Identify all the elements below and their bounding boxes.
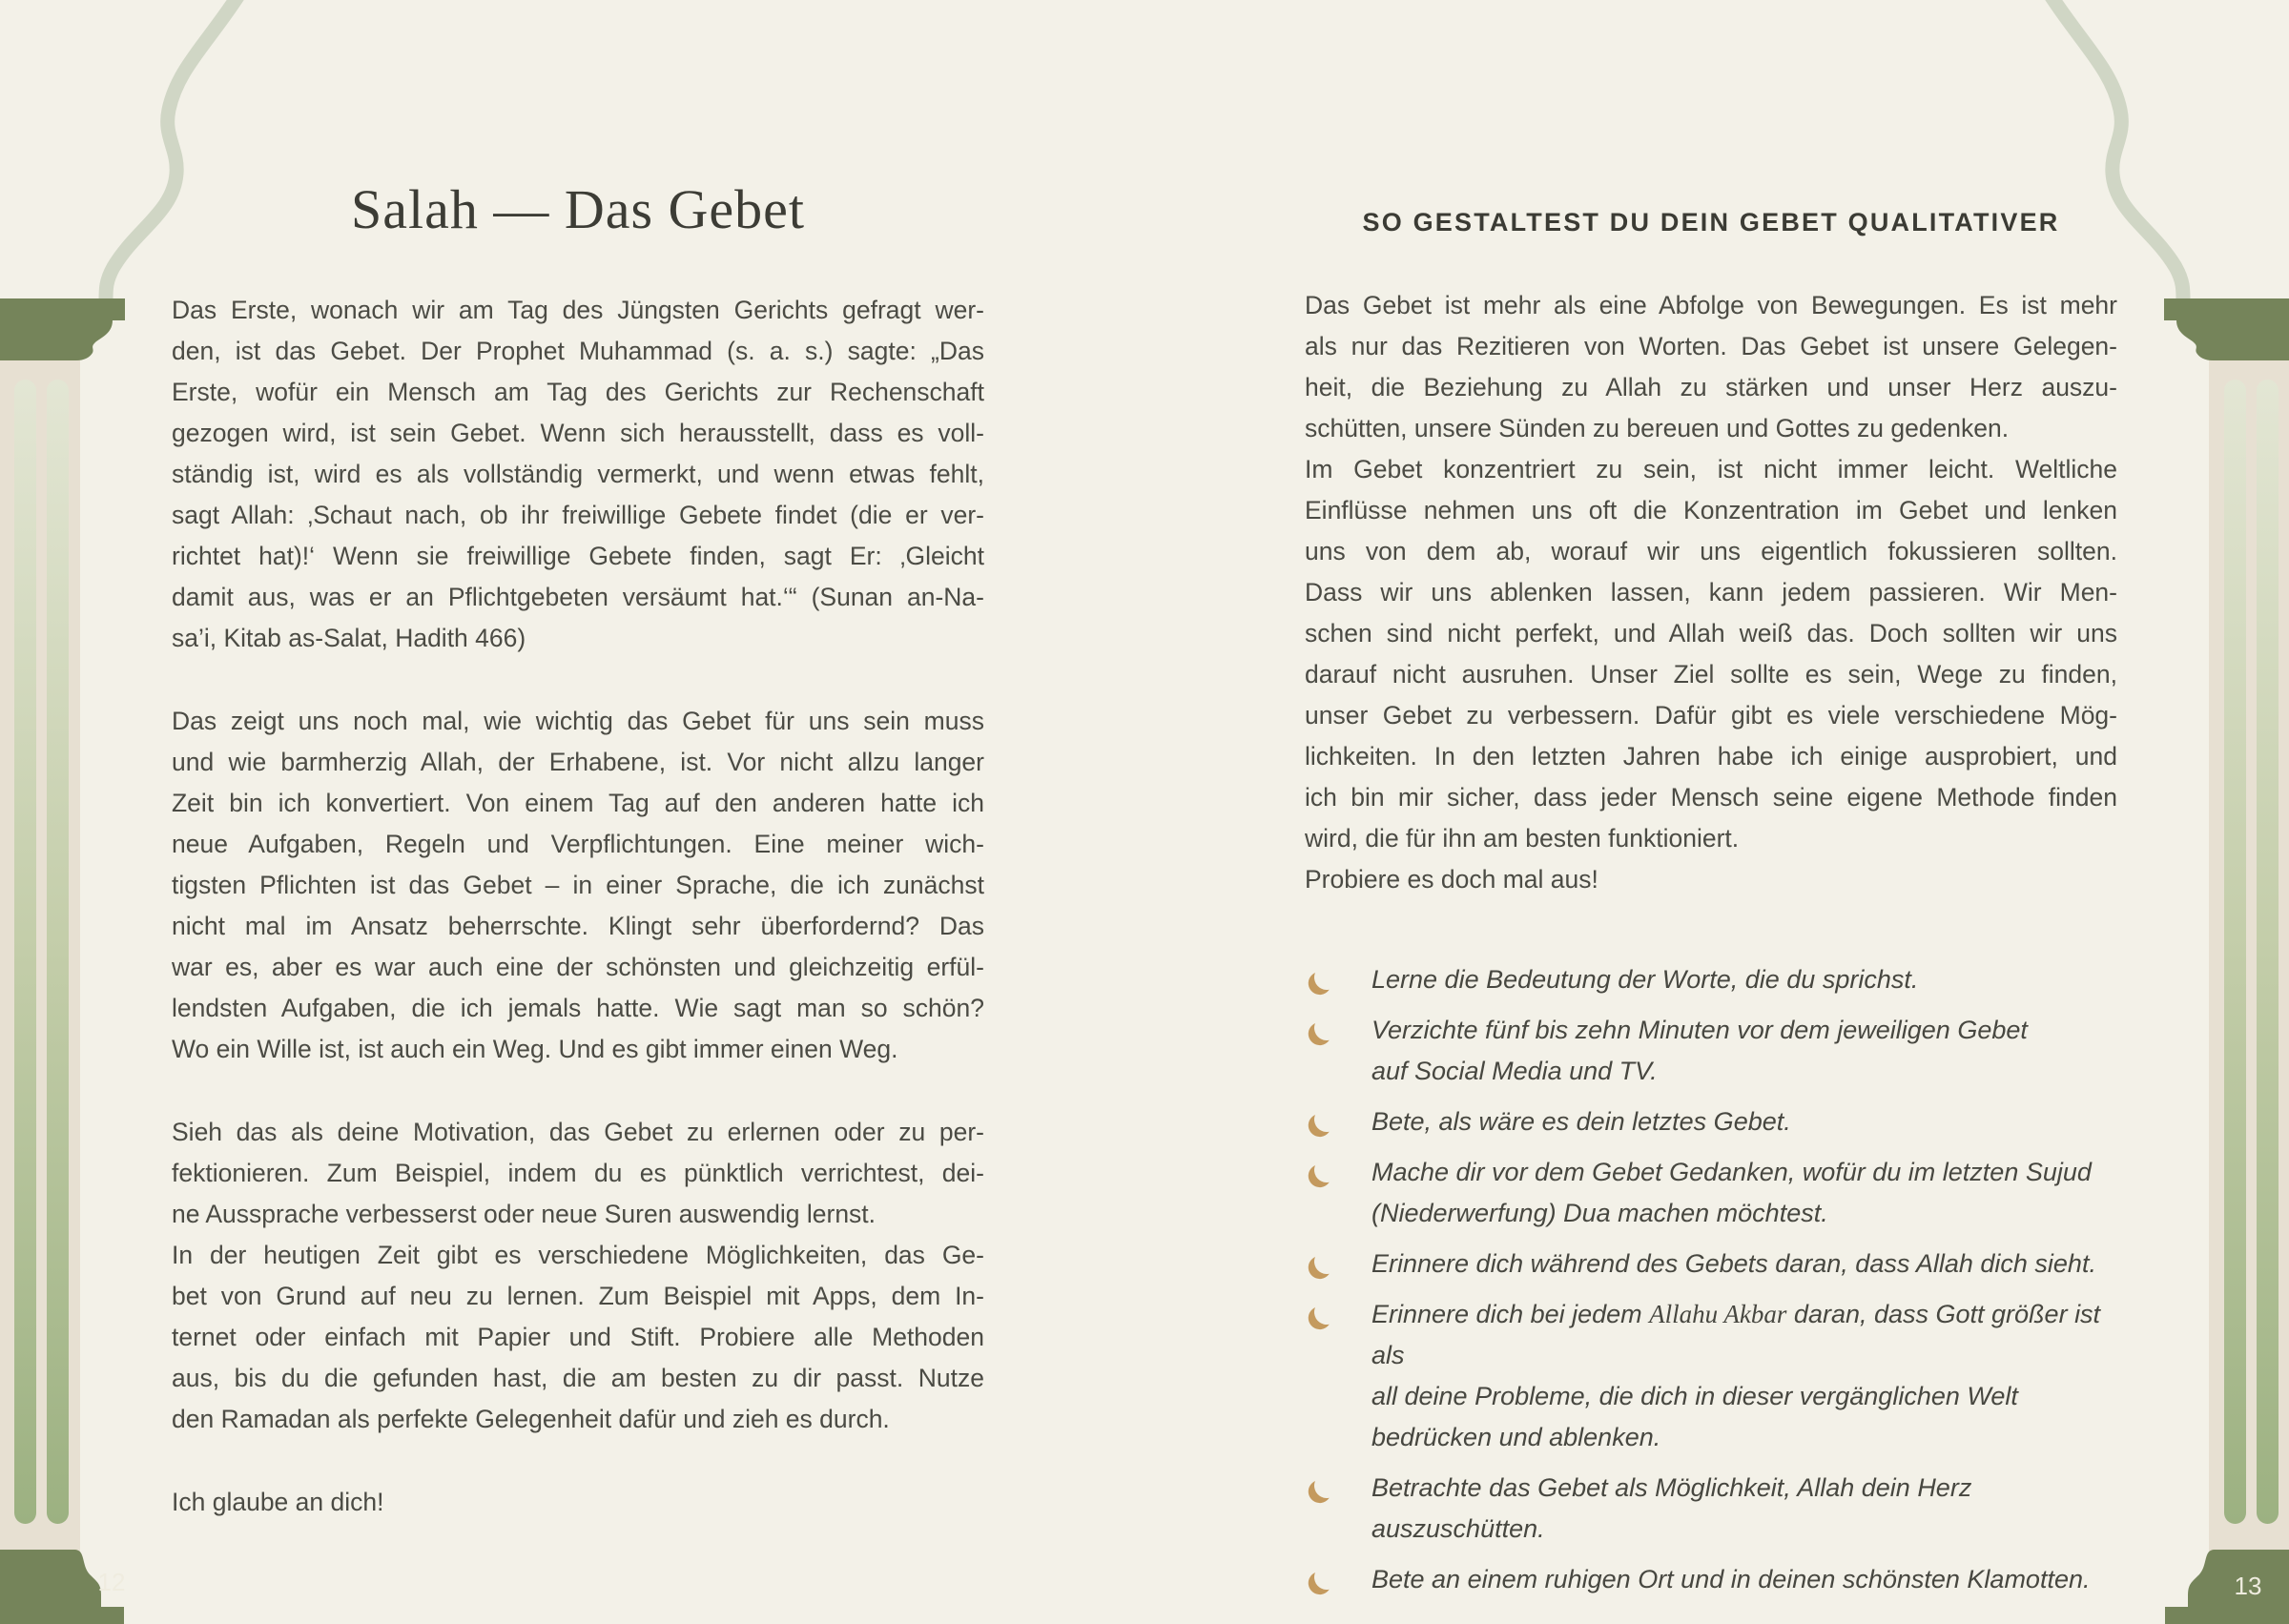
- column-capital-right: [2176, 320, 2289, 360]
- text-line: gezogen wird, ist sein Gebet. Wenn sich herausstellt, dass es voll-: [172, 419, 984, 447]
- text-line: fektionieren. Zum Beispiel, indem du es pünktlich verrichtest, dei-: [172, 1159, 984, 1187]
- page-number-right: 13: [2234, 1572, 2262, 1600]
- crescent-moon-icon: [1312, 1563, 1340, 1591]
- text-line: Wo ein Wille ist, ist auch ein Weg. Und es gibt immer einen Weg.: [172, 1035, 898, 1063]
- text-line: sa’i, Kitab as-Salat, Hadith 466): [172, 624, 526, 652]
- text-line: Einflüsse nehmen uns oft die Konzentration im Gebet und lenken: [1305, 496, 2117, 524]
- crescent-moon-icon: [1312, 1471, 1340, 1499]
- column-capital-left: [0, 320, 113, 360]
- column-capital-left: [0, 298, 125, 320]
- text-line: richtet hat)!‘ Wenn sie freiwillige Gebete finden, sagt Er: ‚Gleicht: [172, 542, 984, 570]
- crescent-moon-icon: [1312, 1298, 1340, 1326]
- list-item-line: Bete, als wäre es dein letztes Gebet.: [1371, 1107, 1791, 1136]
- arch-outline-left-icon: [106, 0, 240, 307]
- list-item: [1305, 1468, 2117, 1550]
- text-line: den Ramadan als perfekte Gelegenheit dafür und zieh es durch.: [172, 1405, 890, 1433]
- text-line: Ich glaube an dich!: [172, 1488, 384, 1516]
- text-line: unser Gebet zu verbessern. Dafür gibt es viele verschiedene Mög-: [1305, 701, 2117, 730]
- text-line: damit aus, was er an Pflichtgebeten versäumt hat.‘“ (Sunan an-Na-: [172, 583, 984, 611]
- list-item: [1305, 1244, 2117, 1285]
- list-item-line: Mache dir vor dem Gebet Gedanken, wofür du im letzten Sujud: [1371, 1158, 2092, 1186]
- text-line: schen sind nicht perfekt, und Allah weiß das. Doch sollten wir uns: [1305, 619, 2117, 648]
- text-line: darauf nicht ausruhen. Unser Ziel sollte es sein, Wege zu finden,: [1305, 660, 2117, 689]
- page-number-left: 12: [97, 1568, 126, 1596]
- crescent-moon-icon: [1312, 1156, 1340, 1183]
- text-line: Das Gebet ist mehr als eine Abfolge von Bewegungen. Es ist mehr: [1305, 291, 2117, 319]
- text-line: lendsten Aufgaben, die ich jemals hatte. Wie sagt man so schön?: [172, 994, 984, 1022]
- list-item-line: Erinnere dich bei jedem Allahu Akbar daran, dass Gott größer ist als: [1371, 1300, 2101, 1369]
- list-item: [1305, 1559, 2117, 1600]
- column-stripe-icon: [2257, 380, 2279, 1524]
- text-line: Sieh das als deine Motivation, das Gebet zu erlernen oder zu per-: [172, 1118, 984, 1146]
- text-line: Zeit bin ich konvertiert. Von einem Tag auf den anderen hatte ich: [172, 789, 984, 817]
- list-item-line: auf Social Media und TV.: [1371, 1057, 1658, 1085]
- chapter-title: Salah — Das Gebet: [350, 178, 806, 240]
- text-line: Probiere es doch mal aus!: [1305, 865, 1598, 894]
- list-item: [1305, 959, 2117, 1000]
- text-line: lichkeiten. In den letzten Jahren habe ich einige ausprobiert, und: [1305, 742, 2117, 771]
- text-line: war es, aber es war auch eine der schönsten und gleichzeitig erfül-: [172, 953, 984, 981]
- paragraph-block: [1305, 285, 2117, 449]
- text-line: Erste, wofür ein Mensch am Tag des Gerichts zur Rechenschaft: [172, 378, 984, 406]
- text-line: Im Gebet konzentriert zu sein, ist nicht immer leicht. Weltliche: [1305, 455, 2117, 483]
- text-line: ständig ist, wird es als vollständig vermerkt, und wenn etwas fehlt,: [172, 460, 984, 488]
- section-heading: SO GESTALTEST DU DEIN GEBET QUALITATIVER: [1362, 208, 2060, 236]
- paragraph-block: [1305, 859, 2117, 900]
- text-line: schütten, unsere Sünden zu bereuen und Gottes zu gedenken.: [1305, 414, 2010, 442]
- text-line: sagt Allah: ‚Schaut nach, ob ihr freiwillige Gebete findet (die er ver-: [172, 501, 984, 529]
- text-line: In der heutigen Zeit gibt es verschiedene Möglichkeiten, das Ge-: [172, 1241, 984, 1269]
- text-line: ternet oder einfach mit Papier und Stift. Probiere alle Methoden: [172, 1323, 984, 1351]
- text-line: wird, die für ihn am besten funktioniert.: [1305, 824, 1740, 853]
- text-line: uns von dem ab, worauf wir uns eigentlich fokussieren sollten.: [1305, 537, 2117, 565]
- list-item: [1305, 1010, 2117, 1092]
- text-line: und wie barmherzig Allah, der Erhabene, ist. Vor nicht allzu langer: [172, 748, 984, 776]
- text-line: ne Aussprache verbesserst oder neue Suren auswendig lernst.: [172, 1200, 876, 1228]
- column-stripe-icon: [14, 380, 36, 1524]
- text-line: tigsten Pflichten ist das Gebet – in einer Sprache, die ich zunächst: [172, 871, 984, 899]
- text-line: heit, die Beziehung zu Allah zu stärken und unser Herz auszu-: [1305, 373, 2117, 401]
- column-stripe-icon: [2224, 380, 2246, 1524]
- list-item-line: (Niederwerfung) Dua machen möchtest.: [1371, 1199, 1828, 1227]
- text-line: den, ist das Gebet. Der Prophet Muhammad (s. a. s.) sagte: „Das: [172, 337, 984, 365]
- column-stripe-icon: [47, 380, 69, 1524]
- crescent-moon-icon: [1312, 1014, 1340, 1041]
- paragraph-block: [172, 290, 984, 659]
- list-item-line: Betrachte das Gebet als Möglichkeit, Allah dein Herz auszuschütten.: [1371, 1473, 1972, 1543]
- list-item-line: bedrücken und ablenken.: [1371, 1423, 1661, 1451]
- text-line: bet von Grund auf neu zu lernen. Zum Beispiel mit Apps, dem In-: [172, 1282, 984, 1310]
- list-item: [1305, 1152, 2117, 1234]
- paragraph-block: [172, 701, 984, 1070]
- arch-outline-right-icon: [2049, 0, 2183, 307]
- list-item-line: Bete an einem ruhigen Ort und in deinen schönsten Klamotten.: [1371, 1565, 2091, 1593]
- paragraph-block: [1305, 449, 2117, 859]
- crescent-moon-icon: [1312, 963, 1340, 991]
- page-right-body: [1305, 285, 2117, 1600]
- list-item: [1305, 1294, 2117, 1458]
- text-line: aus, bis du die gefunden hast, die am besten zu dir passt. Nutze: [172, 1364, 984, 1392]
- text-line: neue Aufgaben, Regeln und Verpflichtungen. Eine meiner wich-: [172, 830, 984, 858]
- list-item-line: Lerne die Bedeutung der Worte, die du sprichst.: [1371, 965, 1919, 994]
- emphasized-phrase: Allahu Akbar: [1649, 1300, 1787, 1328]
- paragraph-block: [172, 1482, 984, 1523]
- crescent-moon-icon: [1312, 1105, 1340, 1133]
- paragraph-block: [172, 1235, 984, 1440]
- crescent-moon-icon: [1312, 1247, 1340, 1275]
- text-line: Das zeigt uns noch mal, wie wichtig das Gebet für uns sein muss: [172, 707, 984, 735]
- text-line: Dass wir uns ablenken lassen, kann jedem passieren. Wir Men-: [1305, 578, 2117, 606]
- column-capital-right: [2164, 298, 2289, 320]
- page-left-body: [172, 290, 984, 1523]
- list-item-line: Verzichte fünf bis zehn Minuten vor dem jeweiligen Gebet: [1371, 1016, 2028, 1044]
- list-item-line: all deine Probleme, die dich in dieser vergänglichen Welt: [1371, 1382, 2018, 1410]
- text-line: ich bin mir sicher, dass jeder Mensch seine eigene Methode finden: [1305, 783, 2117, 812]
- tips-list: [1305, 959, 2117, 1600]
- text-line: Das Erste, wonach wir am Tag des Jüngsten Gerichts gefragt wer-: [172, 296, 984, 324]
- text-line: als nur das Rezitieren von Worten. Das Gebet ist unsere Gelegen-: [1305, 332, 2117, 360]
- list-item-line: Erinnere dich während des Gebets daran, dass Allah dich sieht.: [1371, 1249, 2096, 1278]
- list-item: [1305, 1101, 2117, 1142]
- text-line: nicht mal im Ansatz beherrschte. Klingt sehr überfordernd? Das: [172, 912, 984, 940]
- paragraph-block: [172, 1112, 984, 1235]
